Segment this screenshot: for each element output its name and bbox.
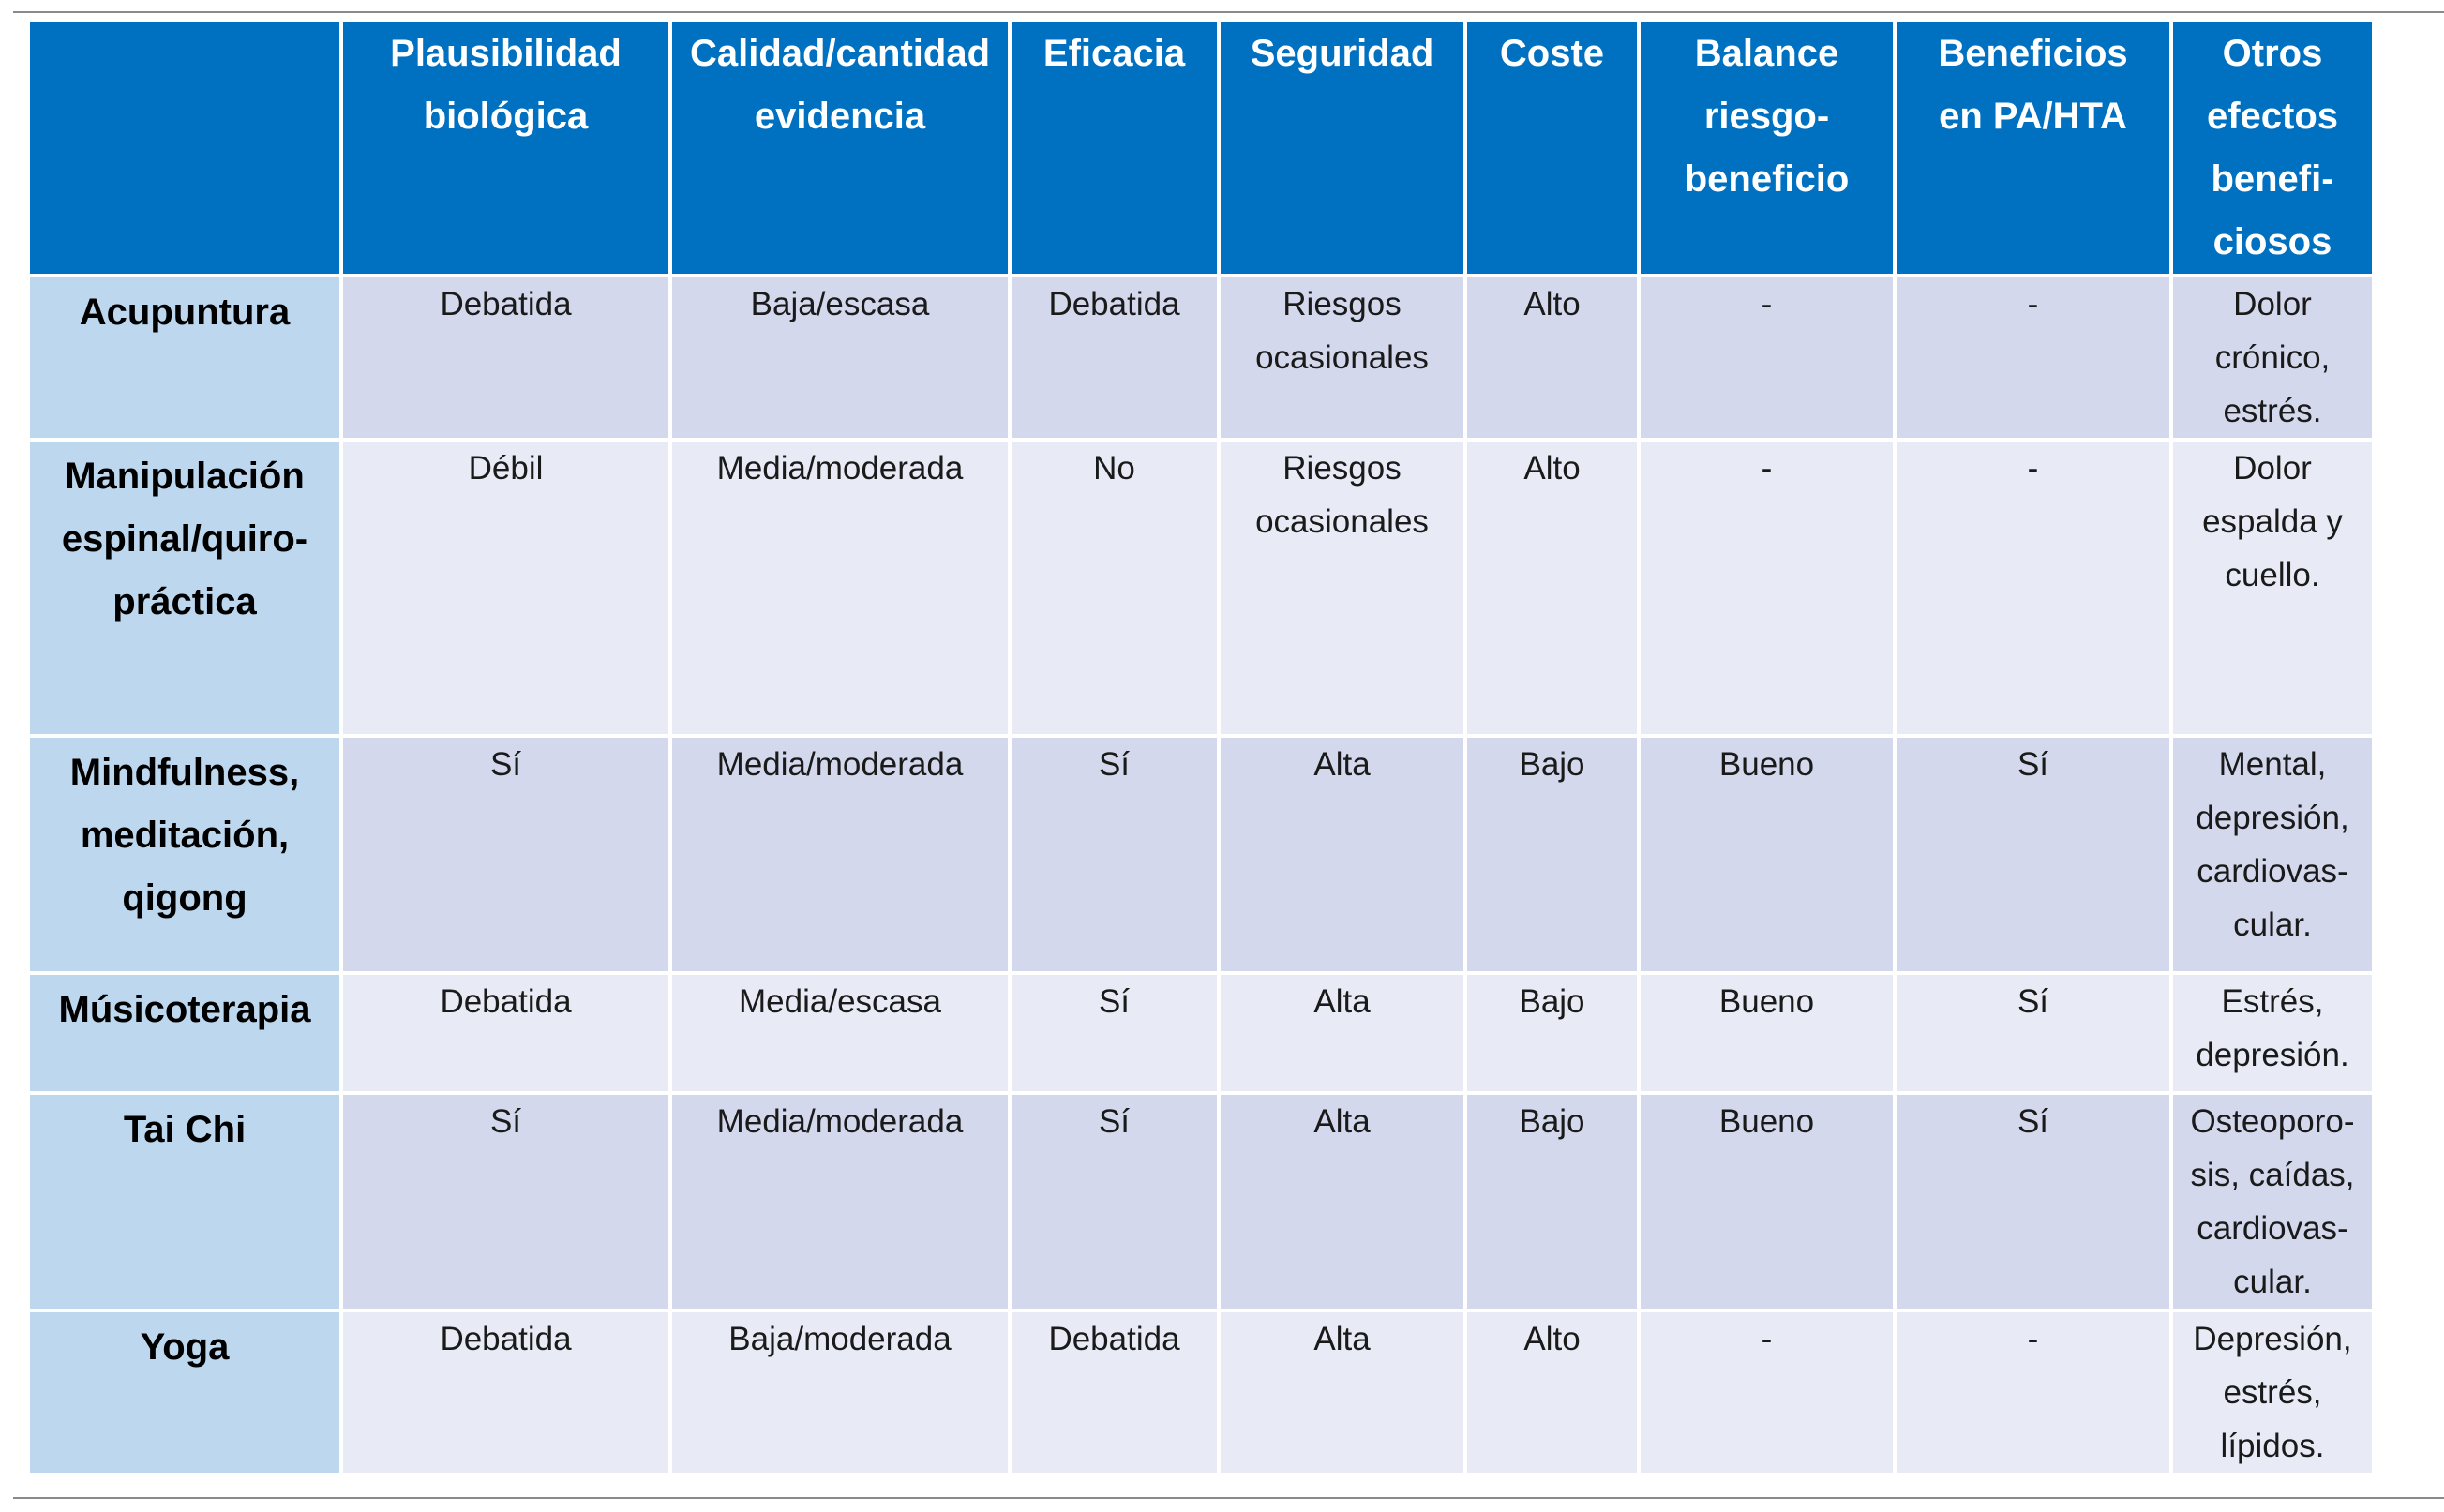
table-cell: Débil <box>343 442 668 734</box>
table-cell: Sí <box>1012 1095 1217 1309</box>
table-cell: Media/escasa <box>672 975 1008 1091</box>
table-cell: Sí <box>1012 738 1217 971</box>
table-cell: Estrés, depresión. <box>2173 975 2372 1091</box>
table-cell: Media/moderada <box>672 442 1008 734</box>
table-cell: Alta <box>1221 1095 1463 1309</box>
bottom-rule <box>13 1497 2444 1499</box>
header-cell-calidad-evidencia: Calidad/cantidad evidencia <box>672 22 1008 274</box>
table-cell: Osteoporo- sis, caídas, cardiovas- cular. <box>2173 1095 2372 1309</box>
table-cell: - <box>1897 442 2169 734</box>
table-cell: Sí <box>1897 738 2169 971</box>
table-cell: Bueno <box>1641 1095 1893 1309</box>
header-cell-eficacia: Eficacia <box>1012 22 1217 274</box>
row-header-musicoterapia: Músicoterapia <box>30 975 339 1091</box>
row-header-mindfulness: Mindfulness, meditación, qigong <box>30 738 339 971</box>
table-cell: Mental, depresión, cardiovas- cular. <box>2173 738 2372 971</box>
table-row <box>30 277 2372 438</box>
table-cell: Dolor espalda y cuello. <box>2173 442 2372 734</box>
table-cell: Debatida <box>343 1312 668 1473</box>
table-row <box>30 975 2372 1091</box>
table-row <box>30 1312 2372 1473</box>
table-cell: Riesgos ocasionales <box>1221 277 1463 438</box>
therapies-comparison-table <box>26 19 2376 1476</box>
row-header-yoga: Yoga <box>30 1312 339 1473</box>
table-cell: Debatida <box>343 277 668 438</box>
table-cell: Bueno <box>1641 975 1893 1091</box>
table-cell: Media/moderada <box>672 1095 1008 1309</box>
header-cell-plausibilidad: Plausibilidad biológica <box>343 22 668 274</box>
table-cell: Sí <box>1012 975 1217 1091</box>
top-rule <box>13 11 2444 13</box>
table-cell: - <box>1641 277 1893 438</box>
table-cell: Debatida <box>1012 277 1217 438</box>
table-cell: Baja/escasa <box>672 277 1008 438</box>
table-cell: - <box>1897 277 2169 438</box>
table-cell: Debatida <box>1012 1312 1217 1473</box>
table-cell: Sí <box>343 738 668 971</box>
table-cell: Alto <box>1467 442 1637 734</box>
row-header-acupuntura: Acupuntura <box>30 277 339 438</box>
table-cell: Debatida <box>343 975 668 1091</box>
table-cell: Bajo <box>1467 975 1637 1091</box>
table-cell: Depresión, estrés, lípidos. <box>2173 1312 2372 1473</box>
header-cell-coste: Coste <box>1467 22 1637 274</box>
header-cell-beneficios-pa-hta: Beneficios en PA/HTA <box>1897 22 2169 274</box>
header-cell-seguridad: Seguridad <box>1221 22 1463 274</box>
header-cell-otros-efectos: Otros efectos benefi- ciosos <box>2173 22 2372 274</box>
header-row <box>30 22 2372 274</box>
table-cell: Dolor crónico, estrés. <box>2173 277 2372 438</box>
table-cell: Bajo <box>1467 1095 1637 1309</box>
table-cell: - <box>1641 442 1893 734</box>
header-cell-empty <box>30 22 339 274</box>
table-cell: Alta <box>1221 975 1463 1091</box>
table-cell: Sí <box>1897 1095 2169 1309</box>
table-cell: Sí <box>343 1095 668 1309</box>
row-header-tai-chi: Tai Chi <box>30 1095 339 1309</box>
table-cell: Alta <box>1221 1312 1463 1473</box>
row-header-manipulacion: Manipulación espinal/quiro- práctica <box>30 442 339 734</box>
table-cell: - <box>1897 1312 2169 1473</box>
table-cell: Media/moderada <box>672 738 1008 971</box>
table-cell: Alto <box>1467 1312 1637 1473</box>
table-row <box>30 738 2372 971</box>
table-cell: Bajo <box>1467 738 1637 971</box>
table-row <box>30 442 2372 734</box>
table-cell: - <box>1641 1312 1893 1473</box>
header-cell-balance: Balance riesgo- beneficio <box>1641 22 1893 274</box>
table-row <box>30 1095 2372 1309</box>
table-cell: Riesgos ocasionales <box>1221 442 1463 734</box>
table-cell: Bueno <box>1641 738 1893 971</box>
table-cell: Sí <box>1897 975 2169 1091</box>
table-cell: Alto <box>1467 277 1637 438</box>
table-cell: Baja/moderada <box>672 1312 1008 1473</box>
table-cell: No <box>1012 442 1217 734</box>
table-cell: Alta <box>1221 738 1463 971</box>
